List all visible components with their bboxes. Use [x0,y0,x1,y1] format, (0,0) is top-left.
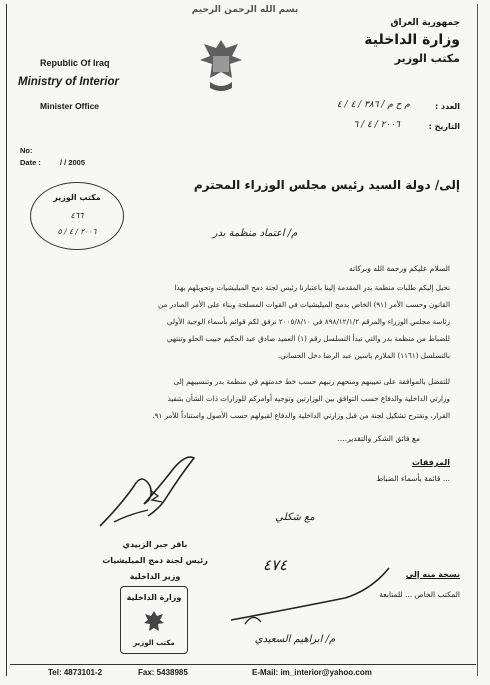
date-value-en: / / 2005 [60,158,86,167]
ministry-stamp-office: مكتب الوزير [133,639,175,647]
body-line: القرار، ونقترح تشكيل لجنة من قبل وزارتي الداخلية والدفاع لقبولهم حسب الأصول واستناداً للأمر ٩١. [152,411,450,420]
date-label-en: Date : [20,158,41,167]
signature-scribble [90,446,210,536]
stamp-title: مكتب الوزير [53,193,101,202]
footer-rule [10,664,476,665]
number-value-ar: م ح م / ٣٨٦ / ٤ / ٤ [336,100,410,110]
body-line: وزارتي الداخلية والدفاع حسب التوافق بين الوزارتين وتوجيه أوامركم للوزارات ذات الشأن بتنفيذ [167,394,450,403]
number-label-ar: العدد : [435,102,460,111]
handwritten-note-3: م/ ابراهيم السعيدي [254,634,336,645]
footer-tel: Tel: 4873101-2 [48,668,103,677]
received-stamp [30,182,124,250]
addressee: إلى/ دولة السيد رئيس مجلس الوزراء المحترم [193,178,460,192]
body-line: للتفضل بالموافقة على تعيينهم ومنحهم رتبهم حسب خط خدمتهم في منظمة بدر وتنسيبهم إلى [173,377,450,386]
stamp-date: ٢٠٠٦ / ٤ / ٥ [57,227,97,236]
copy-to-title: نسخة منه إلى [405,570,460,579]
greeting: السلام عليكم ورحمة الله وبركاته [349,264,450,273]
date-value-ar: ٢٠٠٦ / ٤ / ٦ [353,120,400,130]
footer-email: E-Mail: im_interior@yahoo.com [252,668,372,677]
ministry-stamp [120,586,188,654]
body-line: للضباط من منظمة بدر والتي تبدأ التسلسل رقم (١) العميد صادق عبد الحكيم حبيب الحلو وتنتهي [166,334,450,343]
signatory-title: رئيس لجنة دمج الميليشيات [102,556,208,565]
body-line: بالتسلسل (١١٦١) الملازم ياسين عبد الرضا دخل الحساني. [277,351,450,360]
subject: م/ اعتماد منظمة بدر [212,228,298,239]
stamp-number: ٤٦٦ [70,211,84,220]
ministry-ar: وزارة الداخلية [364,32,460,48]
footer-fax: Fax: 5438985 [138,668,188,677]
ministry-en: Ministry of Interior [18,76,119,88]
ministry-stamp-text: وزارة الداخلية [126,593,182,602]
signatory-name: باقر جبر الزبيدي [122,540,188,549]
republic-ar: جمهورية العراق [390,18,460,28]
number-label-en: No: [20,146,33,155]
handwritten-note-1: مع شكلي [275,512,315,523]
stamp-emblem-icon [143,609,165,635]
republic-en: Republic Of Iraq [40,58,110,68]
attachments-item: ... قائمة بأسماء الضباط [376,474,450,483]
handwritten-note-2: ٤٧٤ [262,556,288,574]
copy-to-item: المكتب الخاص ... للمتابعة [379,590,460,599]
body-line: القانون وحسب الأمر (٩١) الخاص بدمج الميليشيات في القوات المسلحة وبناء على الأمر الصادر من [158,300,450,309]
office-ar: مكتب الوزير [394,52,460,65]
body-line: نحيل إليكم طلبات منظمة بدر المقدمة إلينا باعتبارنا رئيس لجنة دمج الميليشيات وتحويلهم بهذا [174,283,450,292]
basmala: بسم الله الرحمن الرحيم [191,5,299,15]
eagle-emblem-icon [198,34,244,96]
closing: مع فائق الشكر والتقدير.... [337,434,420,443]
office-en: Minister Office [40,101,100,111]
signatory-minister: وزير الداخلية [129,572,181,581]
body-line: رئاسة مجلس الوزراء والمرقم ٨٩٨/١٢/١/٢ في ٢٠٠٥/٨/١٠ نرفق لكم قوائم بأسماء الوجبة الأولى [166,317,450,326]
attachments-title: المرفقات [411,458,450,467]
date-label-ar: التاريخ : [428,122,460,131]
